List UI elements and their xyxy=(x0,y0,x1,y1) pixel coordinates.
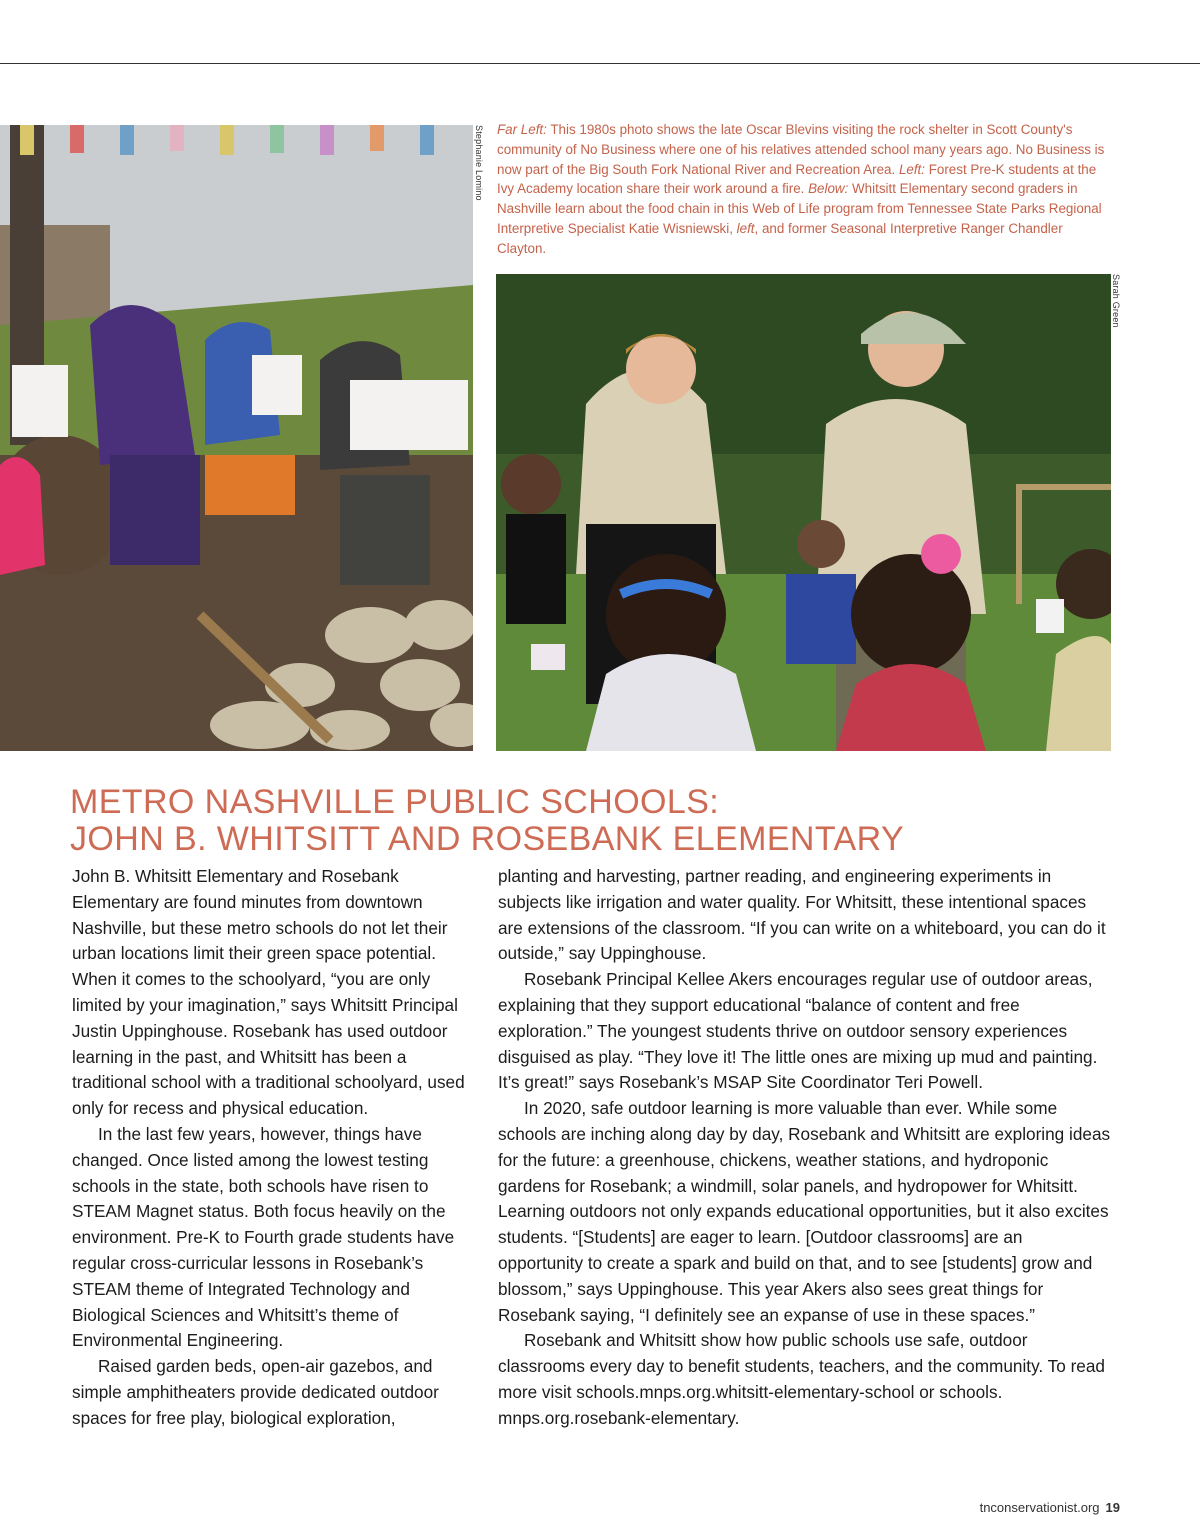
article-paragraph: Raised garden beds, open-air gazebos, and simple amphitheaters provide dedicated outdoor spaces for free play, biological exploration, xyxy=(72,1356,439,1428)
caption-left-text: Forest Pre-K students at the Ivy Academy location share their work around a fire. xyxy=(497,161,1097,197)
caption-far-left-text: This 1980s photo shows the late Oscar Blevins visiting the rock shelter in Scott County's community of No Business where one of his relatives attended school many years ago. No Business is now part of the Big South Fork National River and Recreation Area. xyxy=(497,122,1105,177)
photo-web-of-life-program xyxy=(496,274,1111,751)
article-paragraph: In the last few years, however, things have changed. Once listed among the lowest testing schools in the state, both schools have risen to STEAM Magnet status. Both focus heavily on the environment. Pre-K to Fourth grade students have regular cross-curricular lessons in Rosebank’s STEAM theme of Integrated Technology and Biological Sciences and Whitsitt’s theme of Environmental Engineering. xyxy=(72,1123,455,1351)
caption-below-text: Whitsitt Elementary second graders in Nashville learn about the food chain in this Web of Life program from Tennessee State Parks Regional Interpretive Specialist Katie Wisniewski, xyxy=(497,181,1102,236)
caption-below-text-end: , and former Seasonal Interpretive Ranger Chandler Clayton. xyxy=(497,220,1063,256)
caption-below-label: Below: xyxy=(808,181,849,197)
article-column-right xyxy=(498,864,1112,1432)
photo-credit-left: Stephanie Lomino xyxy=(474,125,484,201)
article-paragraph: Rosebank Principal Kellee Akers encourages regular use of outdoor areas, explaining that they support educational “balance of content and free exploration.” The youngest students thrive on outdoor sensory experiences disguised as play. “They love it! The little ones are mixing up mud and painting. It’s great!” says Rosebank’s MSAP Site Coordinator Teri Powell. xyxy=(498,969,1098,1093)
article-paragraph: planting and harvesting, partner reading, and engineering experiments in subjects like irrigation and water quality. For Whitsitt, these intentional spaces are extensions of the classroom. “If you can write on a whiteboard, you can do it outside,” say Uppinghouse. xyxy=(498,866,1106,964)
caption-left-italic: left xyxy=(736,220,755,236)
article-paragraph: John B. Whitsitt Elementary and Rosebank Elementary are found minutes from downtown Nashville, but these metro schools do not let their urban locations limit their green space potential. When it comes to the schoolyard, “you are only limited by your imagination,” says Whitsitt Principal Justin Uppinghouse. Rosebank has used outdoor learning in the past, and Whitsitt has been a traditional school with a traditional schoolyard, used only for recess and physical education. xyxy=(72,866,465,1119)
top-rule xyxy=(0,63,1200,64)
photo-forest-prek-fire xyxy=(0,125,473,751)
headline-line-1: METRO NASHVILLE PUBLIC SCHOOLS: xyxy=(70,783,720,821)
article-paragraph: Rosebank and Whitsitt show how public schools use safe, outdoor classrooms every day to benefit students, teachers, and the community. To read more visit schools.mnps.org.whitsitt-elementary-school or schools. mnps.org.rosebank-elementary. xyxy=(498,1330,1105,1428)
page-footer xyxy=(980,1500,1120,1515)
article-column-left xyxy=(72,864,472,1432)
headline-line-2: JOHN B. WHITSITT AND ROSEBANK ELEMENTARY xyxy=(70,820,905,858)
photo-credit-right: Sarah Green xyxy=(1111,274,1121,328)
photo-caption xyxy=(497,120,1109,259)
caption-far-left-label: Far Left: xyxy=(497,122,547,137)
page-number: 19 xyxy=(1105,1500,1120,1515)
article-headline xyxy=(70,784,1070,858)
article-paragraph: In 2020, safe outdoor learning is more valuable than ever. While some schools are inching along day by day, Rosebank and Whitsitt are exploring ideas for the future: a greenhouse, chickens, weather stations, and hydroponic gardens for Rosebank; a windmill, solar panels, and hydropower for Whitsitt. Learning outdoors not only expands educational opportunities, but it also excites students. “[Students] are eager to learn. [Outdoor classrooms] are an opportunity to create a spark and build on that, and to see [students] grow and blossom,” says Uppinghouse. This year Akers also sees great things for Rosebank saying, “I definitely see an expanse of use in these spaces.” xyxy=(498,1098,1111,1325)
caption-left-label: Left: xyxy=(898,161,925,177)
footer-site-url: tnconservationist.org xyxy=(979,1500,1100,1515)
